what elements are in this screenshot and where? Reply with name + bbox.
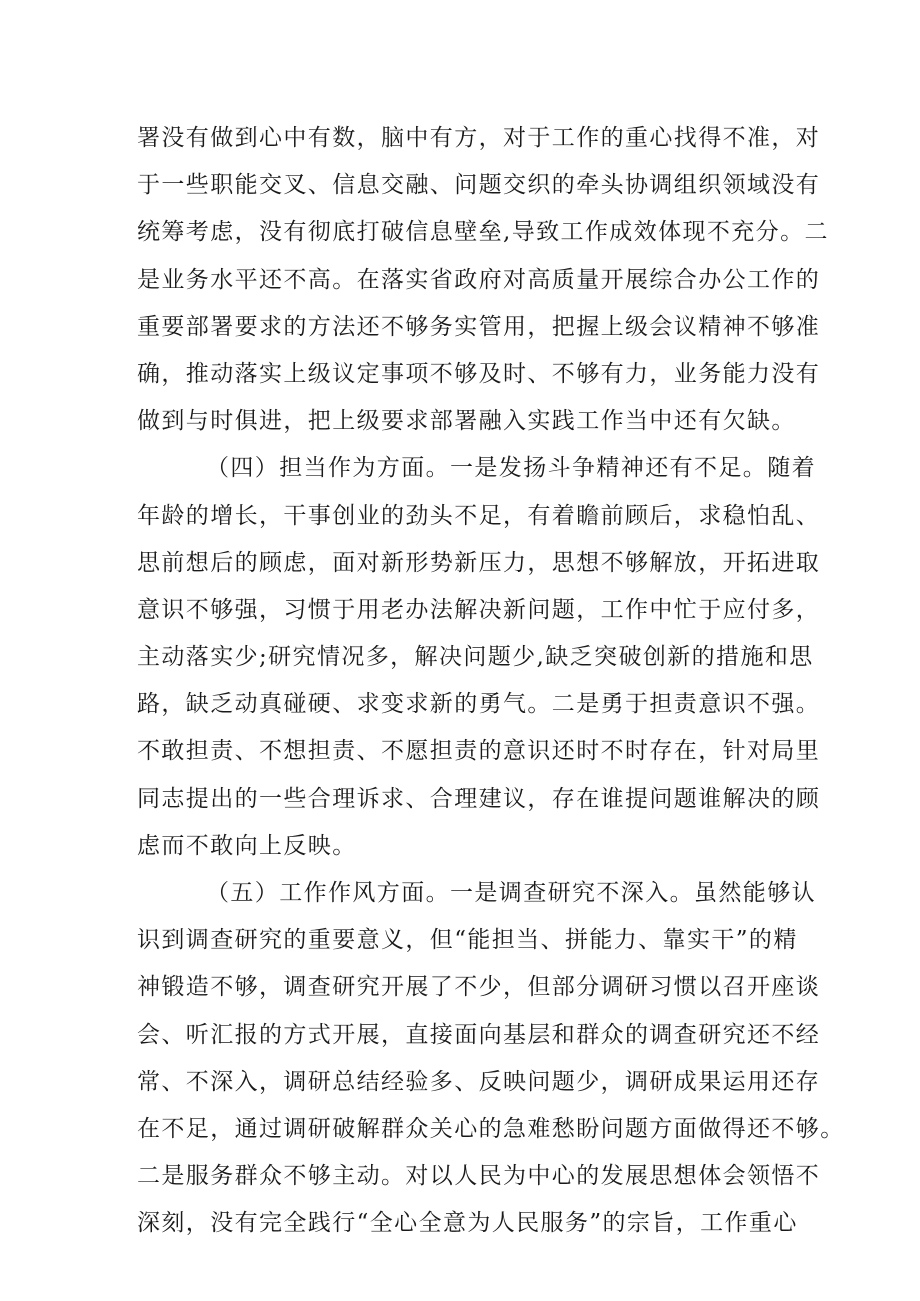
text-line: 确，推动落实上级议定事项不够及时、不够有力，业务能力没有 — [137, 360, 821, 387]
text-line: 思前想后的顾虑，面对新形势新压力，思想不够解放，开拓进取 — [137, 549, 821, 576]
text-line: 会、听汇报的方式开展，直接面向基层和群众的调查研究还不经 — [137, 1021, 821, 1048]
text-line: 年龄的增长，干事创业的劲头不足，有着瞻前顾后，求稳怕乱、 — [137, 502, 821, 529]
body-text — [137, 115, 845, 1248]
text-line: 二是服务群众不够主动。对以人民为中心的发展思想体会领悟不 — [137, 1163, 821, 1190]
text-line: 虑而不敢向上反映。 — [137, 832, 357, 859]
text-line: 神锻造不够，调查研究开展了不少，但部分调研习惯以召开座谈 — [137, 974, 821, 1001]
text-line: 于一些职能交叉、信息交融、问题交织的牵头协调组织领域没有 — [137, 172, 821, 199]
text-line: 署没有做到心中有数，脑中有方，对于工作的重心找得不准，对 — [137, 125, 821, 151]
text-line: 重要部署要求的方法还不够务实管用，把握上级会议精神不够准 — [137, 313, 821, 340]
text-line: 深刻，没有完全践行“全心全意为人民服务”的宗旨，工作重心 — [137, 1210, 798, 1237]
text-line: 常、不深入，调研总结经验多、反映问题少，调研成果运用还存 — [137, 1068, 821, 1095]
text-line: 同志提出的一些合理诉求、合理建议，存在谁提问题谁解决的顾 — [137, 785, 821, 812]
text-line: 做到与时俱进，把上级要求部署融入实践工作当中还有欠缺。 — [137, 408, 796, 435]
text-line: 路，缺乏动真碰硬、求变求新的勇气。二是勇于担责意识不强。 — [137, 691, 821, 718]
text-line: 不敢担责、不想担责、不愿担责的意识还时不时存在，针对局里 — [137, 738, 821, 765]
text-line: 统筹考虑，没有彻底打破信息壁垒,导致工作成效体现不充分。二 — [137, 219, 829, 246]
text-line: 是业务水平还不高。在落实省政府对高质量开展综合办公工作的 — [137, 266, 821, 293]
text-line: 在不足，通过调研破解群众关心的急难愁盼问题方面做得还不够。 — [137, 1115, 845, 1142]
paragraph-heading-line: （四）担当作为方面。一是发扬斗争精神还有不足。随着 — [206, 455, 816, 482]
paragraph-heading-line: （五）工作作风方面。一是调查研究不深入。虽然能够认 — [206, 880, 816, 906]
text-line: 识到调查研究的重要意义，但“能担当、拼能力、靠实干”的精 — [137, 927, 798, 954]
text-line: 意识不够强，习惯于用老办法解决新问题，工作中忙于应付多， — [137, 596, 821, 623]
text-line: 主动落实少;研究情况多，解决问题少,缺乏突破创新的措施和思 — [137, 644, 814, 671]
